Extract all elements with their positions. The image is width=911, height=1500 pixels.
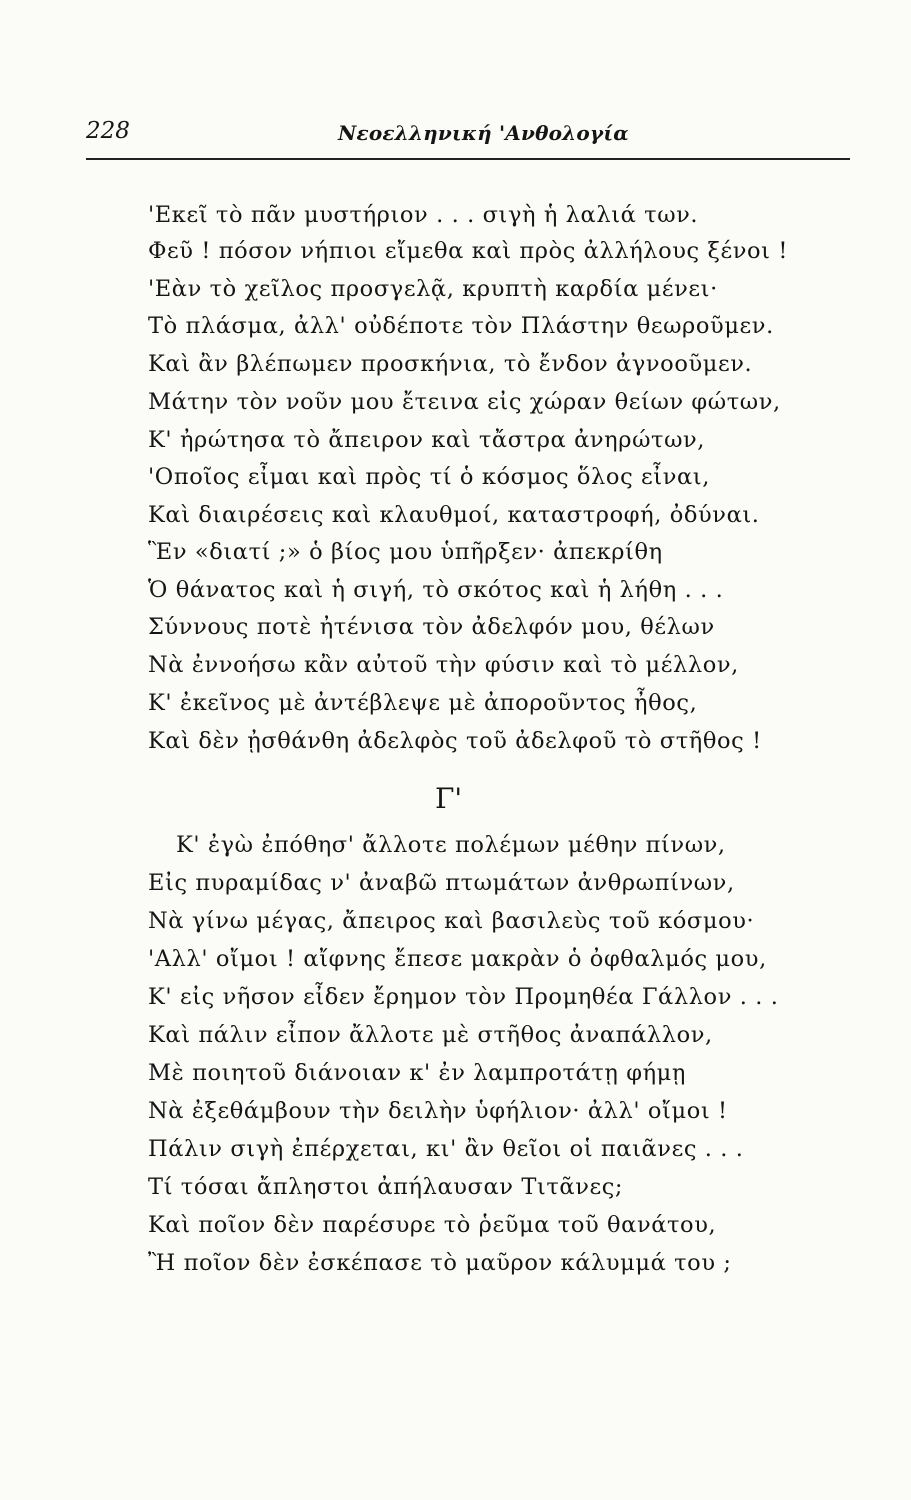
verse-line: Κ' ἠρώτησα τὸ ἄπειρον καὶ τἄστρα ἀνηρώτων, — [148, 427, 706, 453]
verse-line: Κ' εἰς νῆσον εἶδεν ἔρημον τὸν Προμηθέα Γάλλον . . . — [148, 984, 779, 1010]
verse-line: Κ' ἐκεῖνος μὲ ἀντέβλεψε μὲ ἀποροῦντος ἦθος, — [148, 690, 698, 716]
verse-line: Καὶ πάλιν εἶπον ἄλλοτε μὲ στῆθος ἀναπάλλον, — [148, 1022, 713, 1048]
verse-line: Καὶ δὲν ᾐσθάνθη ἀδελφὸς τοῦ ἀδελφοῦ τὸ στῆθος ! — [148, 728, 762, 754]
verse-line: 'Εὰν τὸ χεῖλος προσγελᾷ, κρυπτὴ καρδία μένει· — [148, 276, 718, 302]
verse-line: 'Αλλ' οἴμοι ! αἴφνης ἔπεσε μακρὰν ὁ ὀφθαλμός μου, — [148, 946, 767, 972]
verse-line: Ἢ ποῖον δὲν ἐσκέπασε τὸ μαῦρον κάλυμμά του ; — [148, 1250, 732, 1276]
verse-line: Νὰ γίνω μέγας, ἄπειρος καὶ βασιλεὺς τοῦ κόσμου· — [148, 908, 755, 934]
running-title: Νεοελληνική 'Ανθολογία — [338, 121, 629, 145]
verse-line: Φεῦ ! πόσον νήπιοι εἴμεθα καὶ πρὸς ἀλλήλους ξένοι ! — [148, 238, 789, 264]
verse-line: Καὶ ποῖον δὲν παρέσυρε τὸ ῥεῦμα τοῦ θανάτου, — [148, 1212, 717, 1238]
verse-line: Πάλιν σιγὴ ἐπέρχεται, κι' ἂν θεῖοι οἱ παιᾶνες . . . — [148, 1136, 744, 1162]
header-rule — [86, 158, 850, 160]
verse-line: Τὸ πλάσμα, ἀλλ' οὐδέποτε τὸν Πλάστην θεωροῦμεν. — [148, 313, 774, 339]
verse-line: Σύννους ποτὲ ἠτένισα τὸν ἀδελφόν μου, θέλων — [148, 614, 715, 640]
verse-line: Καὶ διαιρέσεις καὶ κλαυθμοί, καταστροφή, ὀδύναι. — [148, 502, 760, 528]
verse-line: Κ' ἐγὼ ἐπόθησ' ἄλλοτε πολέμων μέθην πίνων, — [176, 832, 726, 858]
verse-line: Ἓν «διατί ;» ὁ βίος μου ὑπῆρξεν· ἀπεκρίθη — [148, 539, 663, 565]
verse-line: 'Εκεῖ τὸ πᾶν μυστήριον . . . σιγὴ ἡ λαλιά των. — [148, 202, 699, 228]
verse-line: Νὰ ἐννοήσω κἂν αὐτοῦ τὴν φύσιν καὶ τὸ μέλλον, — [148, 652, 739, 678]
verse-line: 'Οποῖος εἶμαι καὶ πρὸς τί ὁ κόσμος ὅλος εἶναι, — [148, 464, 710, 490]
verse-line: Μὲ ποιητοῦ διάνοιαν κ' ἐν λαμπροτάτῃ φήμῃ — [148, 1060, 686, 1086]
verse-line: Ὁ θάνατος καὶ ἡ σιγή, τὸ σκότος καὶ ἡ λήθη . . . — [148, 577, 724, 603]
page-number: 228 — [86, 118, 130, 144]
verse-line: Καὶ ἂν βλέπωμεν προσκήνια, τὸ ἔνδον ἀγνοοῦμεν. — [148, 351, 753, 377]
section-mark: Γ' — [435, 782, 463, 815]
verse-line: Μάτην τὸν νοῦν μου ἔτεινα εἰς χώραν θείων φώτων, — [148, 389, 781, 415]
verse-line: Εἰς πυραμίδας ν' ἀναβῶ πτωμάτων ἀνθρωπίνων, — [148, 870, 735, 896]
verse-line: Τί τόσαι ἄπληστοι ἀπήλαυσαν Τιτᾶνες; — [148, 1174, 624, 1200]
verse-line: Νὰ ἐξεθάμβουν τὴν δειλὴν ὑφήλιον· ἀλλ' οἴμοι ! — [148, 1098, 728, 1124]
